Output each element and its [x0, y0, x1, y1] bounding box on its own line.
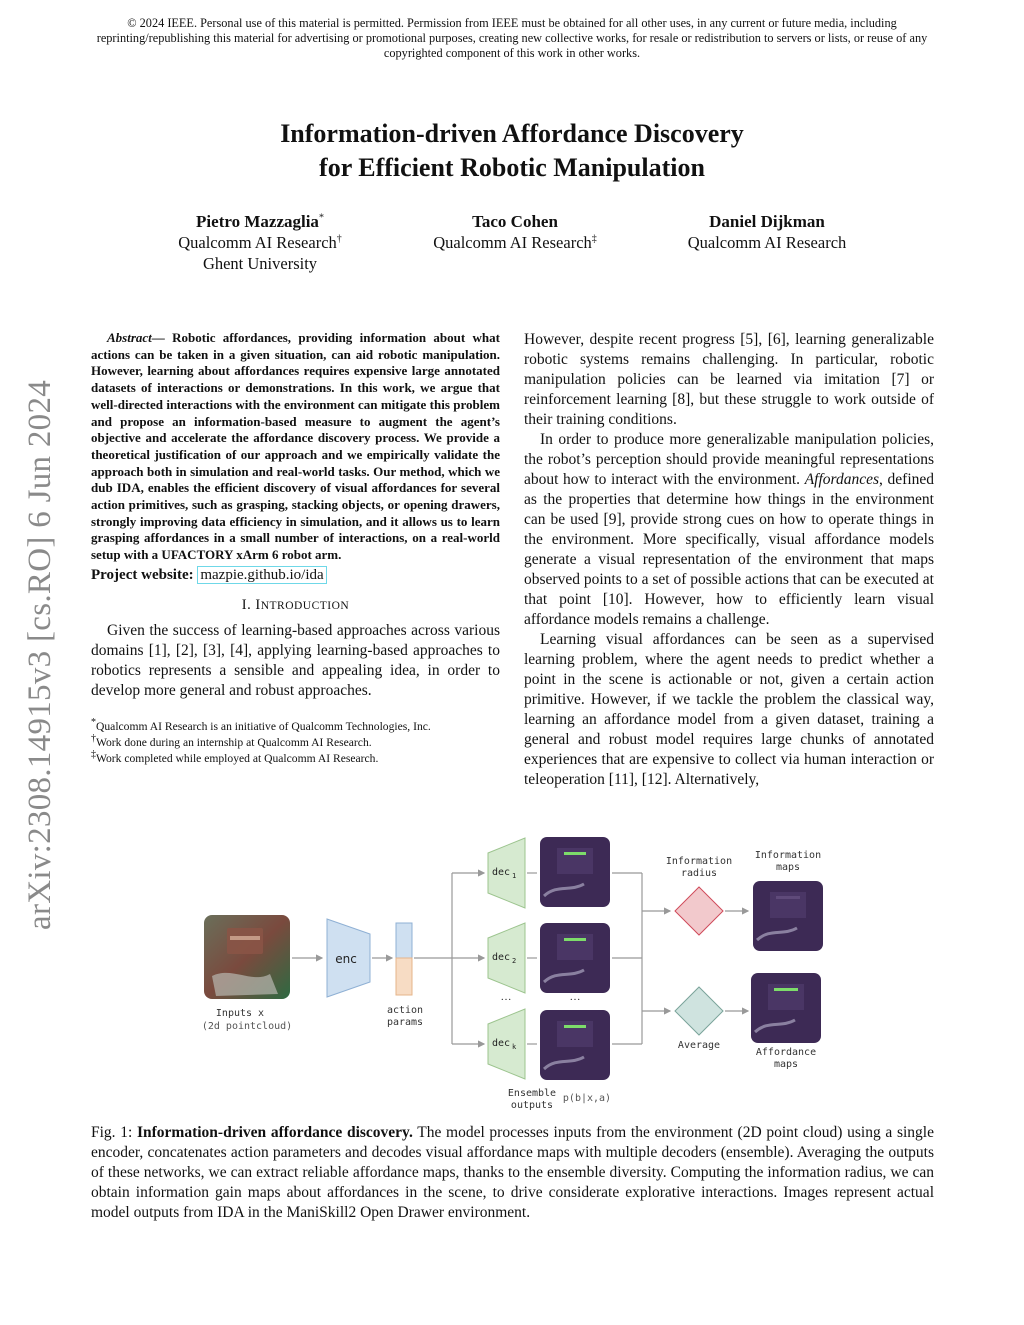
action-params-label-line2: params	[386, 1017, 424, 1028]
info-radius-label-line1: Information	[665, 856, 733, 867]
latent-action-vector	[396, 923, 412, 995]
decoder-k	[488, 1009, 525, 1079]
author-mark: *	[318, 212, 324, 224]
caption-label: Fig. 1:	[91, 1124, 133, 1141]
title-line-2: for Efficient Robotic Manipulation	[319, 153, 705, 182]
affordance-maps-label-line1: Affordance	[755, 1047, 817, 1058]
inputs-sublabel: (2d pointcloud)	[201, 1021, 293, 1032]
output-ellipsis: …	[569, 991, 581, 1003]
paper-title	[160, 117, 864, 185]
action-params-label-line1: action	[386, 1005, 424, 1016]
affordance-map-image	[751, 973, 821, 1043]
svg-text:dec: dec	[492, 1038, 511, 1049]
paragraph: Learning visual affordances can be seen as a supervised learning problem, where the agent needs to predict whether a point in the scene is actionable or not, given a certain action primitive. However, if we tackle the problem the classical way, learning an affordance model from a given dataset, training a general and robust model requires large chunks of annotated experiences that are expensive to collect via human interaction or teleoperation [11], [12]. Alternatively,	[524, 631, 934, 788]
author-name: Daniel Dijkman	[709, 212, 825, 231]
abstract-text: — Robotic affordances, providing information about what actions can be taken in a given situation, can aid robotic manipulation. However, learning about affordances requires expensive large annotated datasets of interactions or demonstrations. In this work, we argue that well-directed interactions with the environment can mitigate this problem and propose an information-based measure to augment the agent’s objective and accelerate the affordance discovery process. We provide a theoretical justification of our approach and we empirically validate the approach both in simulation and real-world tasks. Our method, which we dub IDA, enables the efficient discovery of visual affordances for several action primitives, such as grasping, stacking objects, or opening drawers, strongly improving data efficiency in simulation, and it allows us to learn grasping affordances in a small number of interactions, on a real-world setup with a UFACTORY xArm 6 robot arm.	[91, 330, 500, 563]
ensemble-label-line2: outputs	[510, 1100, 554, 1111]
input-pointcloud-image	[204, 915, 290, 999]
svg-text:1: 1	[512, 872, 517, 880]
ensemble-label-line1: Ensemble	[507, 1088, 557, 1099]
copyright-notice: © 2024 IEEE. Personal use of this material is permitted. Permission from IEEE must be obtained for all other uses, in any current or future media, including reprinting/republishing this material for advertising or promotional purposes, creating new collective works, for resale or redistribution to servers or lists, or reuse of any copyrighted component of this work in other works.	[96, 16, 928, 60]
average-label: Average	[677, 1040, 721, 1051]
info-maps-label-line2: maps	[775, 862, 801, 873]
paragraph: However, despite recent progress [5], [6], learning generalizable robotic systems remains challenging. In particular, robotic manipulation policies can be learned via imitation [7] or reinforcement learning [8], but these struggle to work outside of their training conditions.	[524, 331, 934, 428]
average-diamond	[675, 987, 723, 1035]
right-column	[524, 330, 934, 790]
author-block-3	[657, 211, 877, 253]
section-heading-introduction: I. INTRODUCTION	[241, 596, 350, 613]
figure-1	[192, 826, 832, 1116]
title-line-1: Information-driven Affordance Discovery	[280, 119, 744, 148]
probability-label: p(b|x,a)	[562, 1093, 612, 1104]
affiliation-mark: †	[336, 233, 342, 245]
project-website	[91, 567, 500, 584]
abstract	[91, 330, 500, 564]
intro-paragraph: Given the success of learning-based approaches across various domains [1], [2], [3], [4], applying learning-based approaches to robotics represents a sensible and appealing idea, in order to develop more general and robust approaches.	[91, 621, 500, 699]
arxiv-identifier: arXiv:2308.14915v3 [cs.RO] 6 Jun 2024	[22, 379, 58, 930]
author-block-1	[150, 211, 370, 274]
decoder-2	[488, 923, 525, 993]
info-maps-label-line1: Information	[754, 850, 822, 861]
decoder-ellipsis: …	[500, 991, 512, 1003]
affordance-maps-label-line2: maps	[773, 1059, 799, 1070]
ensemble-output-1	[527, 837, 610, 907]
decoder-1	[488, 838, 525, 908]
footnotes	[91, 716, 500, 767]
inputs-label: Inputs x	[215, 1008, 265, 1019]
encoder-block	[327, 919, 370, 997]
info-radius-diamond	[675, 887, 723, 935]
svg-text:k: k	[512, 1043, 517, 1051]
author-affiliation: Qualcomm AI Research	[687, 233, 847, 252]
author-affiliation-2: Ghent University	[202, 254, 318, 273]
left-column	[91, 330, 500, 767]
author-affiliation: Qualcomm AI Research	[178, 233, 337, 252]
svg-text:dec: dec	[492, 952, 511, 963]
project-website-link[interactable]: mazpie.github.io/ida	[197, 566, 326, 584]
architecture-diagram	[192, 826, 832, 1116]
svg-text:2: 2	[512, 957, 517, 965]
author-name: Pietro Mazzaglia	[196, 212, 319, 231]
figure-caption	[91, 1123, 934, 1223]
paragraph: In order to produce more generalizable manipulation policies, the robot’s perception should provide meaningful representations about how to interact with the environment. Affordances, defined as the properties that determine how things in the environment can be used [9], provide strong cues on how to operate things in the environment. More specifically, visual affordance models generate a visual representation of the environment that maps observed points to a set of possible actions that can be executed at that point [10]. However, how to efficiently learn visual affordance models remains a challenge.	[524, 431, 934, 628]
footnote: *Qualcomm AI Research is an initiative of Qualcomm Technologies, Inc.	[91, 716, 431, 733]
caption-title: Information-driven affordance discovery.	[136, 1124, 413, 1141]
caption-text: The model processes inputs from the environment (2D point cloud) using a single encoder, concatenates action parameters and decodes visual affordance maps with multiple decoders (ensemble). Averaging the outputs of these networks, we can extract reliable affordance maps, thanks to the ensemble diversity. Computing the information radius, we can obtain information gain maps about affordances in the scene, to drive considerate explorative interactions. Images represent actual model outputs from IDA in the ManiSkill2 Open Drawer environment.	[91, 1124, 934, 1221]
author-name: Taco Cohen	[472, 212, 558, 231]
svg-text:dec: dec	[492, 867, 511, 878]
project-website-label: Project website:	[91, 566, 194, 583]
encoder-label: enc	[335, 952, 357, 966]
author-block-2	[405, 211, 625, 253]
ensemble-output-k	[527, 1010, 610, 1080]
footnote: ‡Work completed while employed at Qualcomm AI Research.	[91, 748, 379, 765]
footnote: †Work done during an internship at Qualcomm AI Research.	[91, 732, 372, 749]
information-map-image	[753, 881, 823, 951]
affiliation-mark: ‡	[591, 233, 597, 245]
author-affiliation: Qualcomm AI Research	[433, 233, 592, 252]
abstract-label: Abstract	[107, 330, 152, 345]
ensemble-output-2	[527, 923, 610, 993]
info-radius-label-line2: radius	[680, 868, 718, 879]
